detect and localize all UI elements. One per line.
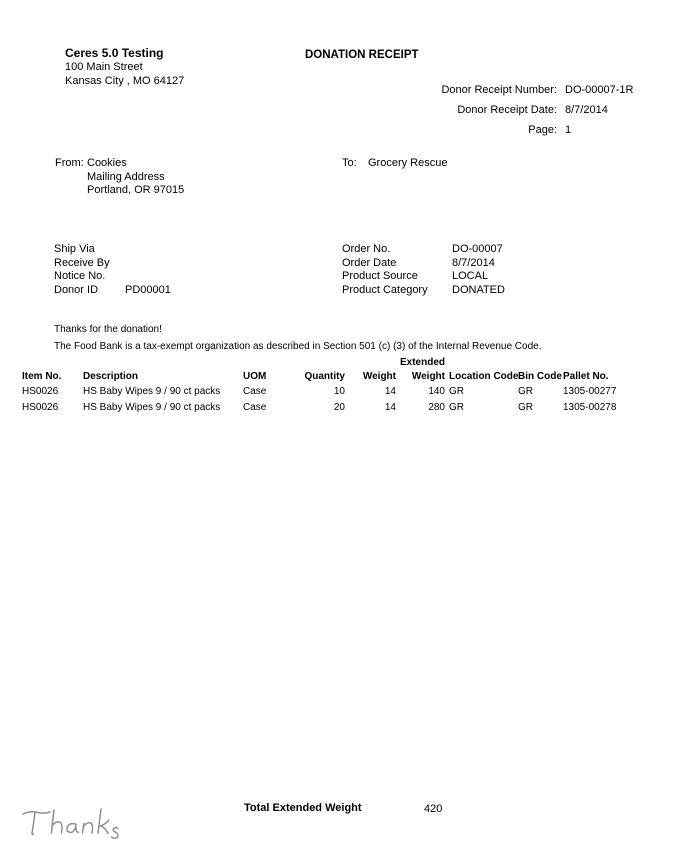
messages-block: [54, 323, 542, 353]
header-uom: UOM: [243, 371, 267, 382]
table-cell-extended-weight: 140: [428, 386, 445, 397]
header-weight: Weight: [362, 371, 396, 382]
table-cell-bin-code: GR: [518, 402, 533, 413]
from-line-3: Portland, OR 97015: [87, 184, 185, 196]
header-pallet-no: Pallet No.: [563, 371, 609, 382]
order-date-label: Order Date: [342, 256, 397, 269]
table-cell-location-code: GR: [449, 386, 464, 397]
header-quantity: Quantity: [304, 371, 345, 382]
product-category-label: Product Category: [342, 283, 428, 296]
tax-exempt-message: The Food Bank is a tax-exempt organization as described in Section 501 (c) (3) of the Internal Revenue Code.: [54, 341, 542, 352]
to-label: To:: [342, 157, 357, 169]
table-cell-pallet-no: 1305-00277: [563, 386, 617, 397]
company-name: Ceres 5.0 Testing: [65, 46, 164, 60]
to-value: Grocery Rescue: [368, 157, 448, 169]
donor-id-label: Donor ID: [54, 283, 99, 296]
from-line-2: Mailing Address: [87, 170, 165, 183]
header-location-code: Location Code: [449, 371, 519, 382]
order-no-label: Order No.: [342, 243, 391, 255]
table-cell-description: HS Baby Wipes 9 / 90 ct packs: [83, 386, 221, 397]
notice-no-value: [125, 270, 171, 284]
from-line-1: Cookies: [87, 157, 127, 169]
table-cell-quantity: 10: [333, 386, 345, 397]
table-cell-weight: 14: [384, 402, 396, 413]
table-cell-extended-weight: 280: [428, 402, 445, 413]
table-cell-weight: 14: [384, 386, 396, 397]
company-address-line2: Kansas City , MO 64127: [65, 74, 185, 87]
table-cell-uom: Case: [243, 402, 267, 413]
company-block: [65, 46, 184, 88]
header-bin-code: Bin Code: [518, 371, 562, 382]
table-cell-pallet-no: 1305-00278: [563, 402, 617, 413]
company-address-line1: 100 Main Street: [65, 61, 143, 73]
table-cell-quantity: 20: [333, 402, 345, 413]
donor-id-value: PD00001: [125, 283, 171, 296]
from-label: From:: [55, 157, 84, 169]
table-cell-location-code: GR: [449, 402, 464, 413]
header-extended-weight: Weight: [411, 371, 445, 382]
page-label: Page:: [528, 124, 557, 136]
header-extended-top: Extended: [399, 357, 445, 368]
donor-receipt-date-value: 8/7/2014: [565, 104, 608, 116]
table-cell-item-no: HS0026: [22, 402, 59, 413]
order-date-value: 8/7/2014: [452, 256, 495, 269]
receipt-meta: [377, 80, 655, 140]
handwriting-strokes: [23, 809, 118, 838]
table-cell-bin-code: GR: [518, 386, 533, 397]
thanks-message: Thanks for the donation!: [54, 324, 162, 335]
table-cell-item-no: HS0026: [22, 386, 59, 397]
receive-by-value: [125, 257, 171, 271]
ship-via-value: [125, 243, 171, 257]
header-item-no: Item No.: [22, 371, 62, 382]
donor-receipt-number-label: Donor Receipt Number:: [441, 84, 557, 96]
to-block: [342, 157, 447, 171]
order-info-left: [54, 243, 171, 297]
document-title: DONATION RECEIPT: [305, 49, 419, 61]
handwritten-thanks-signature: [18, 804, 130, 848]
donor-receipt-number-value: DO-00007-1R: [565, 84, 634, 96]
donor-receipt-date-label: Donor Receipt Date:: [457, 104, 557, 116]
notice-no-label: Notice No.: [54, 270, 106, 283]
order-no-value: DO-00007: [452, 243, 503, 255]
receive-by-label: Receive By: [54, 256, 110, 269]
page-value: 1: [565, 124, 572, 136]
items-table: [22, 357, 633, 416]
from-block: [55, 157, 184, 198]
total-extended-weight-value: 420: [424, 803, 443, 815]
product-category-value: DONATED: [452, 283, 505, 296]
ship-via-label: Ship Via: [54, 243, 95, 255]
total-extended-weight-label: Total Extended Weight: [244, 802, 362, 814]
table-cell-uom: Case: [243, 386, 267, 397]
from-address: [87, 157, 184, 198]
product-source-label: Product Source: [342, 270, 418, 283]
order-info-right: [342, 243, 505, 297]
product-source-value: LOCAL: [452, 270, 489, 283]
table-cell-description: HS Baby Wipes 9 / 90 ct packs: [83, 402, 221, 413]
header-description: Description: [83, 371, 139, 382]
